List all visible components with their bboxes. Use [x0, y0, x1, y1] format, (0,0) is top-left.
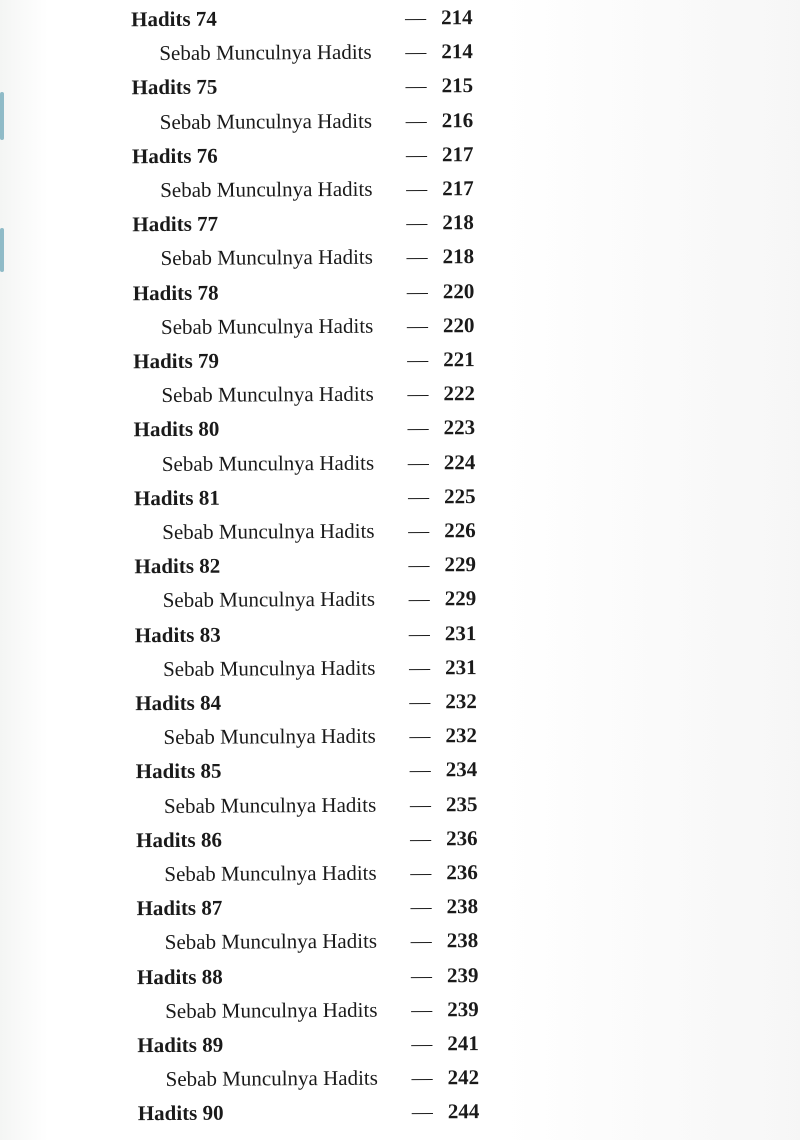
toc-entry-title: Sebab Munculnya Hadits	[162, 587, 376, 613]
toc-entry-dash: —	[407, 381, 429, 406]
toc-entry-sebab	[4, 652, 524, 685]
toc-entry-title: Hadits 74	[131, 6, 217, 32]
toc-entry-page-number: 241	[447, 1031, 479, 1056]
toc-entry-page-number: 235	[445, 791, 478, 816]
toc-entry-sebab	[2, 378, 522, 411]
toc-entry-sebab	[5, 857, 525, 890]
toc-entry-page-number: 229	[444, 552, 477, 577]
toc-entry-hadits	[3, 549, 523, 582]
toc-entry-dash: —	[408, 552, 430, 577]
toc-entry-sebab	[2, 310, 522, 343]
toc-entry-title: Hadits 80	[133, 417, 220, 442]
toc-entry-page-number: 225	[443, 483, 476, 509]
toc-entry-title: Sebab Munculnya Hadits	[163, 792, 377, 818]
toc-entry-page-number: 215	[441, 73, 474, 98]
toc-entry-dash: —	[409, 791, 431, 817]
toc-entry-title: Hadits 84	[135, 690, 222, 716]
toc-entry-hadits	[4, 686, 524, 719]
toc-entry-page-number: 220	[442, 278, 475, 303]
toc-entry-page-number: 222	[443, 381, 475, 406]
toc-entry-hadits	[5, 891, 525, 924]
toc-entry-title: Sebab Munculnya Hadits	[160, 176, 373, 203]
toc-entry-hadits	[5, 754, 525, 787]
toc-entry-page-number: 217	[442, 176, 474, 201]
toc-entry-hadits	[2, 344, 522, 377]
toc-entry-title: Sebab Munculnya Hadits	[161, 450, 375, 476]
toc-entry-dash: —	[410, 894, 432, 919]
toc-entry-page-number: 229	[444, 586, 477, 611]
toc-entry-page-number: 236	[446, 860, 478, 885]
facing-page-bleed	[515, 0, 800, 1140]
toc-entry-title: Hadits 88	[136, 964, 223, 989]
toc-entry-page-number: 216	[441, 107, 474, 132]
toc-entry-hadits	[5, 823, 525, 856]
toc-entry-title: Sebab Munculnya Hadits	[159, 39, 372, 66]
toc-entry-sebab	[1, 173, 521, 206]
toc-entry-page-number: 221	[443, 347, 475, 372]
toc-entry-dash: —	[406, 210, 428, 235]
toc-entry-hadits	[3, 412, 523, 445]
toc-entry-page-number: 226	[444, 518, 476, 543]
toc-entry-title: Hadits 86	[136, 827, 222, 852]
toc-entry-dash: —	[406, 278, 428, 304]
toc-entry-dash: —	[406, 244, 428, 269]
toc-entry-hadits	[1, 139, 521, 172]
toc-entry-title: Sebab Munculnya Hadits	[165, 1065, 378, 1092]
toc-entry-dash: —	[411, 997, 433, 1022]
toc-entry-title: Hadits 76	[131, 143, 218, 168]
toc-entry-page-number: 239	[447, 996, 479, 1022]
toc-entry-dash: —	[411, 1031, 433, 1056]
toc-entry-hadits	[1, 207, 521, 240]
toc-entry-dash: —	[409, 689, 431, 714]
toc-entry-title: Sebab Munculnya Hadits	[160, 313, 374, 339]
toc-entry-dash: —	[405, 73, 427, 98]
toc-entry-title: Sebab Munculnya Hadits	[163, 723, 376, 750]
toc-entry-title: Hadits 90	[137, 1101, 224, 1126]
toc-entry-title: Sebab Munculnya Hadits	[162, 518, 375, 545]
toc-entry-dash: —	[410, 860, 432, 885]
toc-entry-hadits	[0, 2, 520, 35]
toc-entry-title: Hadits 79	[133, 348, 220, 374]
toc-entry-page-number: 244	[447, 1099, 480, 1124]
toc-entry-title: Hadits 78	[132, 280, 219, 305]
toc-entry-dash: —	[406, 313, 429, 338]
toc-entry-sebab	[7, 1062, 527, 1095]
toc-entry-sebab	[6, 925, 526, 958]
toc-entry-title: Hadits 87	[136, 895, 223, 921]
toc-entry-sebab	[0, 36, 520, 69]
toc-entry-dash: —	[409, 723, 431, 748]
toc-entry-dash: —	[405, 142, 428, 167]
toc-entry-dash: —	[410, 962, 433, 988]
toc-entry-sebab	[4, 583, 524, 616]
toc-entry-title: Hadits 85	[135, 759, 222, 784]
toc-entry-title: Sebab Munculnya Hadits	[159, 108, 373, 134]
toc-entry-dash: —	[409, 757, 431, 782]
toc-entry-page-number: 220	[442, 312, 475, 338]
toc-entry-dash: —	[408, 518, 430, 543]
toc-entry-dash: —	[411, 1099, 433, 1124]
toc-entry-hadits	[3, 481, 523, 514]
toc-entry-page-number: 232	[445, 723, 478, 748]
toc-entry-dash: —	[405, 5, 427, 30]
toc-entry-page-number: 223	[443, 415, 476, 440]
toc-entry-page-number: 231	[445, 654, 477, 680]
toc-entry-title: Hadits 89	[137, 1032, 224, 1058]
toc-entry-title: Hadits 81	[133, 485, 220, 510]
toc-entry-dash: —	[406, 176, 428, 201]
toc-entry-dash: —	[408, 586, 430, 611]
toc-entry-page-number: 217	[441, 141, 474, 167]
toc-entry-page-number: 231	[444, 620, 477, 645]
toc-entry-page-number: 239	[446, 962, 479, 987]
toc-entry-sebab	[1, 241, 521, 274]
toc-entry-title: Hadits 82	[134, 553, 221, 579]
toc-entry-page-number: 238	[446, 928, 479, 953]
toc-entry-page-number: 242	[447, 1065, 480, 1090]
toc-entry-sebab	[5, 788, 525, 821]
toc-entry-page-number: 218	[442, 210, 474, 235]
toc-entry-hadits	[0, 70, 520, 103]
toc-entry-title: Sebab Munculnya Hadits	[164, 860, 377, 887]
toc-entry-dash: —	[411, 1065, 433, 1090]
toc-entry-page-number: 238	[446, 894, 479, 919]
toc-entry-page-number: 234	[445, 757, 478, 782]
toc-entry-title: Sebab Munculnya Hadits	[163, 655, 376, 681]
toc-entry-dash: —	[410, 826, 432, 851]
toc-entry-dash: —	[405, 107, 427, 133]
toc-entry-title: Hadits 75	[131, 75, 218, 100]
toc-entry-title: Hadits 83	[134, 622, 221, 647]
toc-entry-page-number: 236	[446, 825, 478, 851]
toc-entry-dash: —	[407, 449, 429, 475]
toc-entry-sebab	[4, 720, 524, 753]
toc-entry-title: Sebab Munculnya Hadits	[161, 381, 374, 408]
toc-entry-dash: —	[410, 928, 432, 953]
toc-entry-dash: —	[409, 655, 431, 680]
toc-entry-dash: —	[407, 484, 430, 509]
toc-entry-title: Sebab Munculnya Hadits	[164, 929, 378, 955]
toc-entry-dash: —	[408, 620, 430, 646]
toc-entry-sebab	[6, 994, 526, 1027]
toc-entry-hadits	[7, 1096, 527, 1129]
toc-entry-dash: —	[405, 39, 427, 64]
toc-entry-page-number: 232	[445, 689, 477, 714]
toc-entry-hadits	[6, 1028, 526, 1061]
toc-entry-dash: —	[407, 415, 429, 440]
toc-entry-hadits	[4, 617, 524, 650]
toc-entry-sebab	[1, 104, 521, 137]
toc-entry-hadits	[2, 275, 522, 308]
toc-entry-sebab	[3, 515, 523, 548]
toc-entry-page-number: 218	[442, 244, 475, 269]
toc-entry-title: Sebab Munculnya Hadits	[165, 997, 378, 1023]
toc-entry-page-number: 214	[441, 39, 473, 64]
toc-entry-page-number: 224	[443, 449, 476, 474]
toc-entry-sebab	[3, 446, 523, 479]
toc-entry-page-number: 214	[441, 5, 473, 30]
toc-entry-dash: —	[407, 347, 429, 372]
toc-entry-title: Sebab Munculnya Hadits	[160, 245, 373, 271]
toc-entry-hadits	[6, 959, 526, 992]
toc-entry-title: Hadits 77	[132, 211, 219, 237]
